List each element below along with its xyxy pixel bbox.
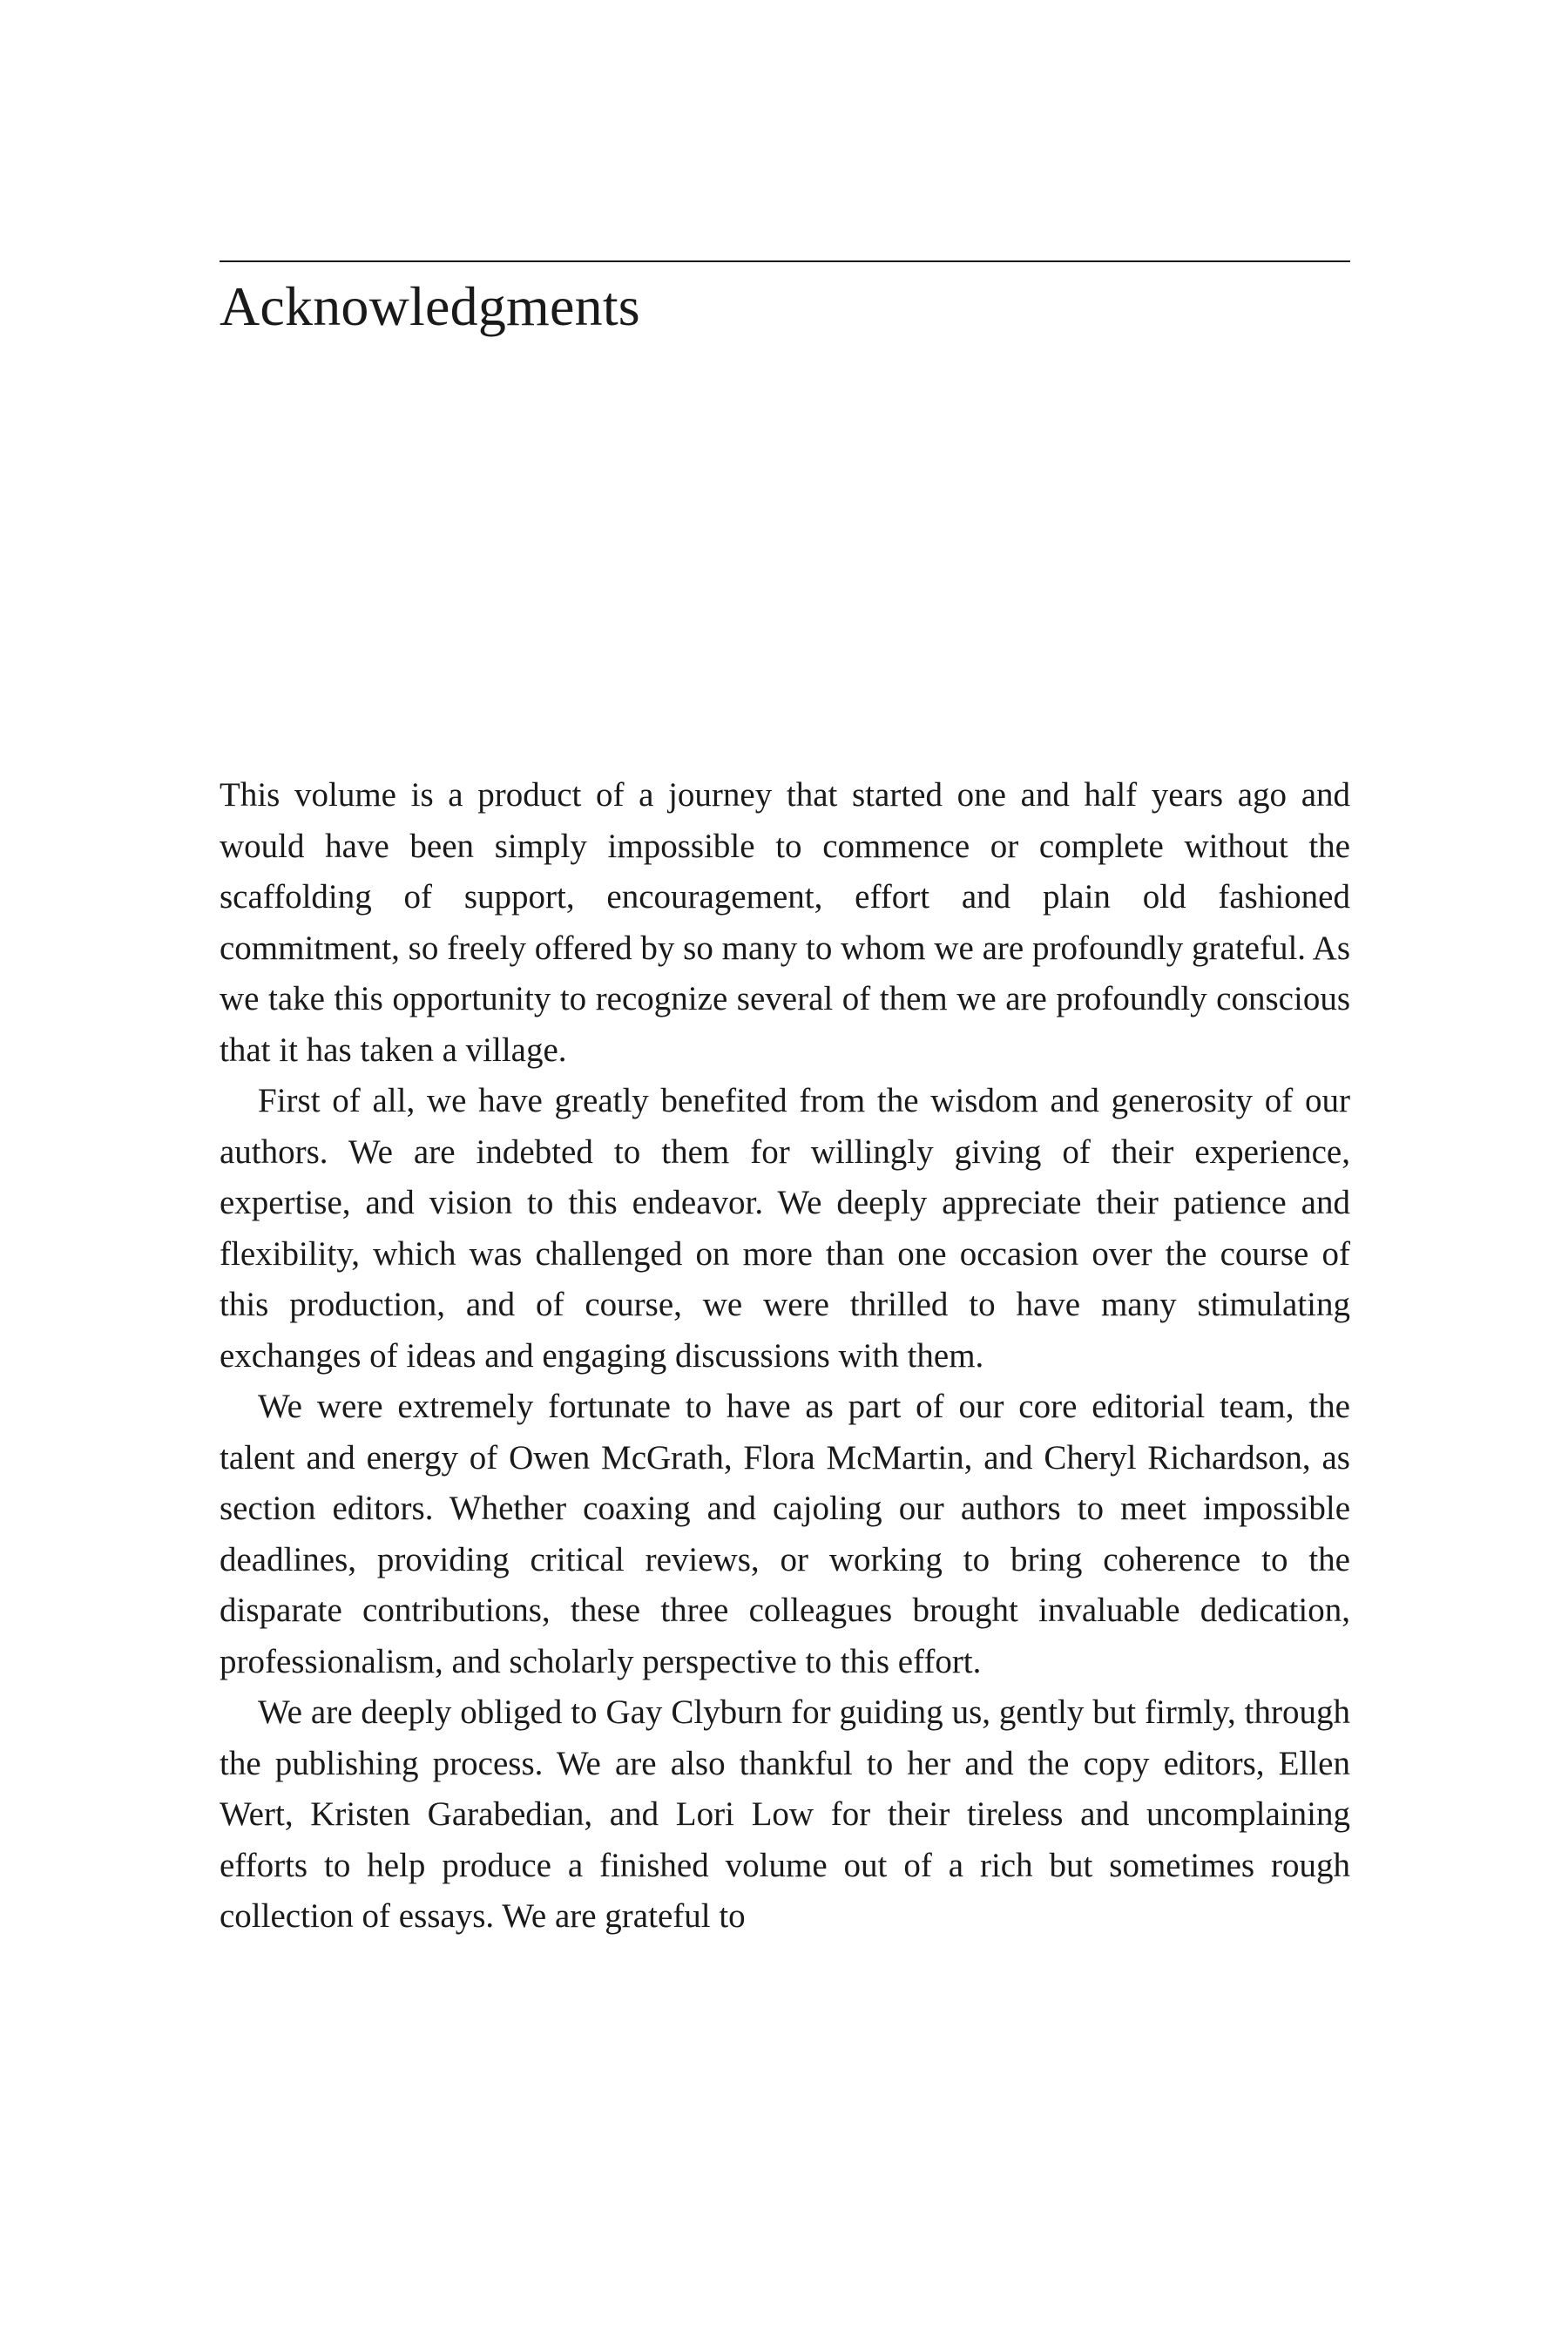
title-rule xyxy=(220,260,1350,262)
body-text xyxy=(220,770,1350,1943)
paragraph-2: First of all, we have greatly benefited from the wisdom and generosity of our authors. We are indebted to them for willingly giving of their experience, expertise, and vision to this endeavor. We deeply appreciate their patience and flexibility, which was challenged on more than one occasion over the course of this production, and of course, we were thrilled to have many stimulating exchanges of ideas and engaging discussions with them. xyxy=(220,1082,1350,1375)
paragraph-1: This volume is a product of a journey that started one and half years ago and would have been simply impossible to commence or complete without the scaffolding of support, encouragement, effort and plain old fashioned commitment, so freely offered by so many to whom we are profoundly grateful. As we take this opportunity to recognize several of them we are profoundly conscious that it has taken a village. xyxy=(220,776,1350,1069)
page-title: Acknowledgments xyxy=(220,275,640,337)
paragraph-3: We were extremely fortunate to have as part of our core editorial team, the talent and energy of Owen McGrath, Flora McMartin, and Cheryl Richardson, as section editors. Whether coaxing and cajoling our authors to meet impossible deadlines, providing critical reviews, or working to bring coherence to the disparate contributions, these three colleagues brought invaluable dedication, professionalism, and scholarly perspective to this effort. xyxy=(220,1388,1350,1680)
paragraph-4: We are deeply obliged to Gay Clyburn for guiding us, gently but firmly, through the publishing process. We are also thankful to her and the copy editors, Ellen Wert, Kristen Garabedian, and Lori Low for their tireless and uncomplaining efforts to help produce a finished volume out of a rich but sometimes rough collection of essays. We are grateful to xyxy=(220,1693,1350,1935)
book-page xyxy=(220,0,1350,2352)
